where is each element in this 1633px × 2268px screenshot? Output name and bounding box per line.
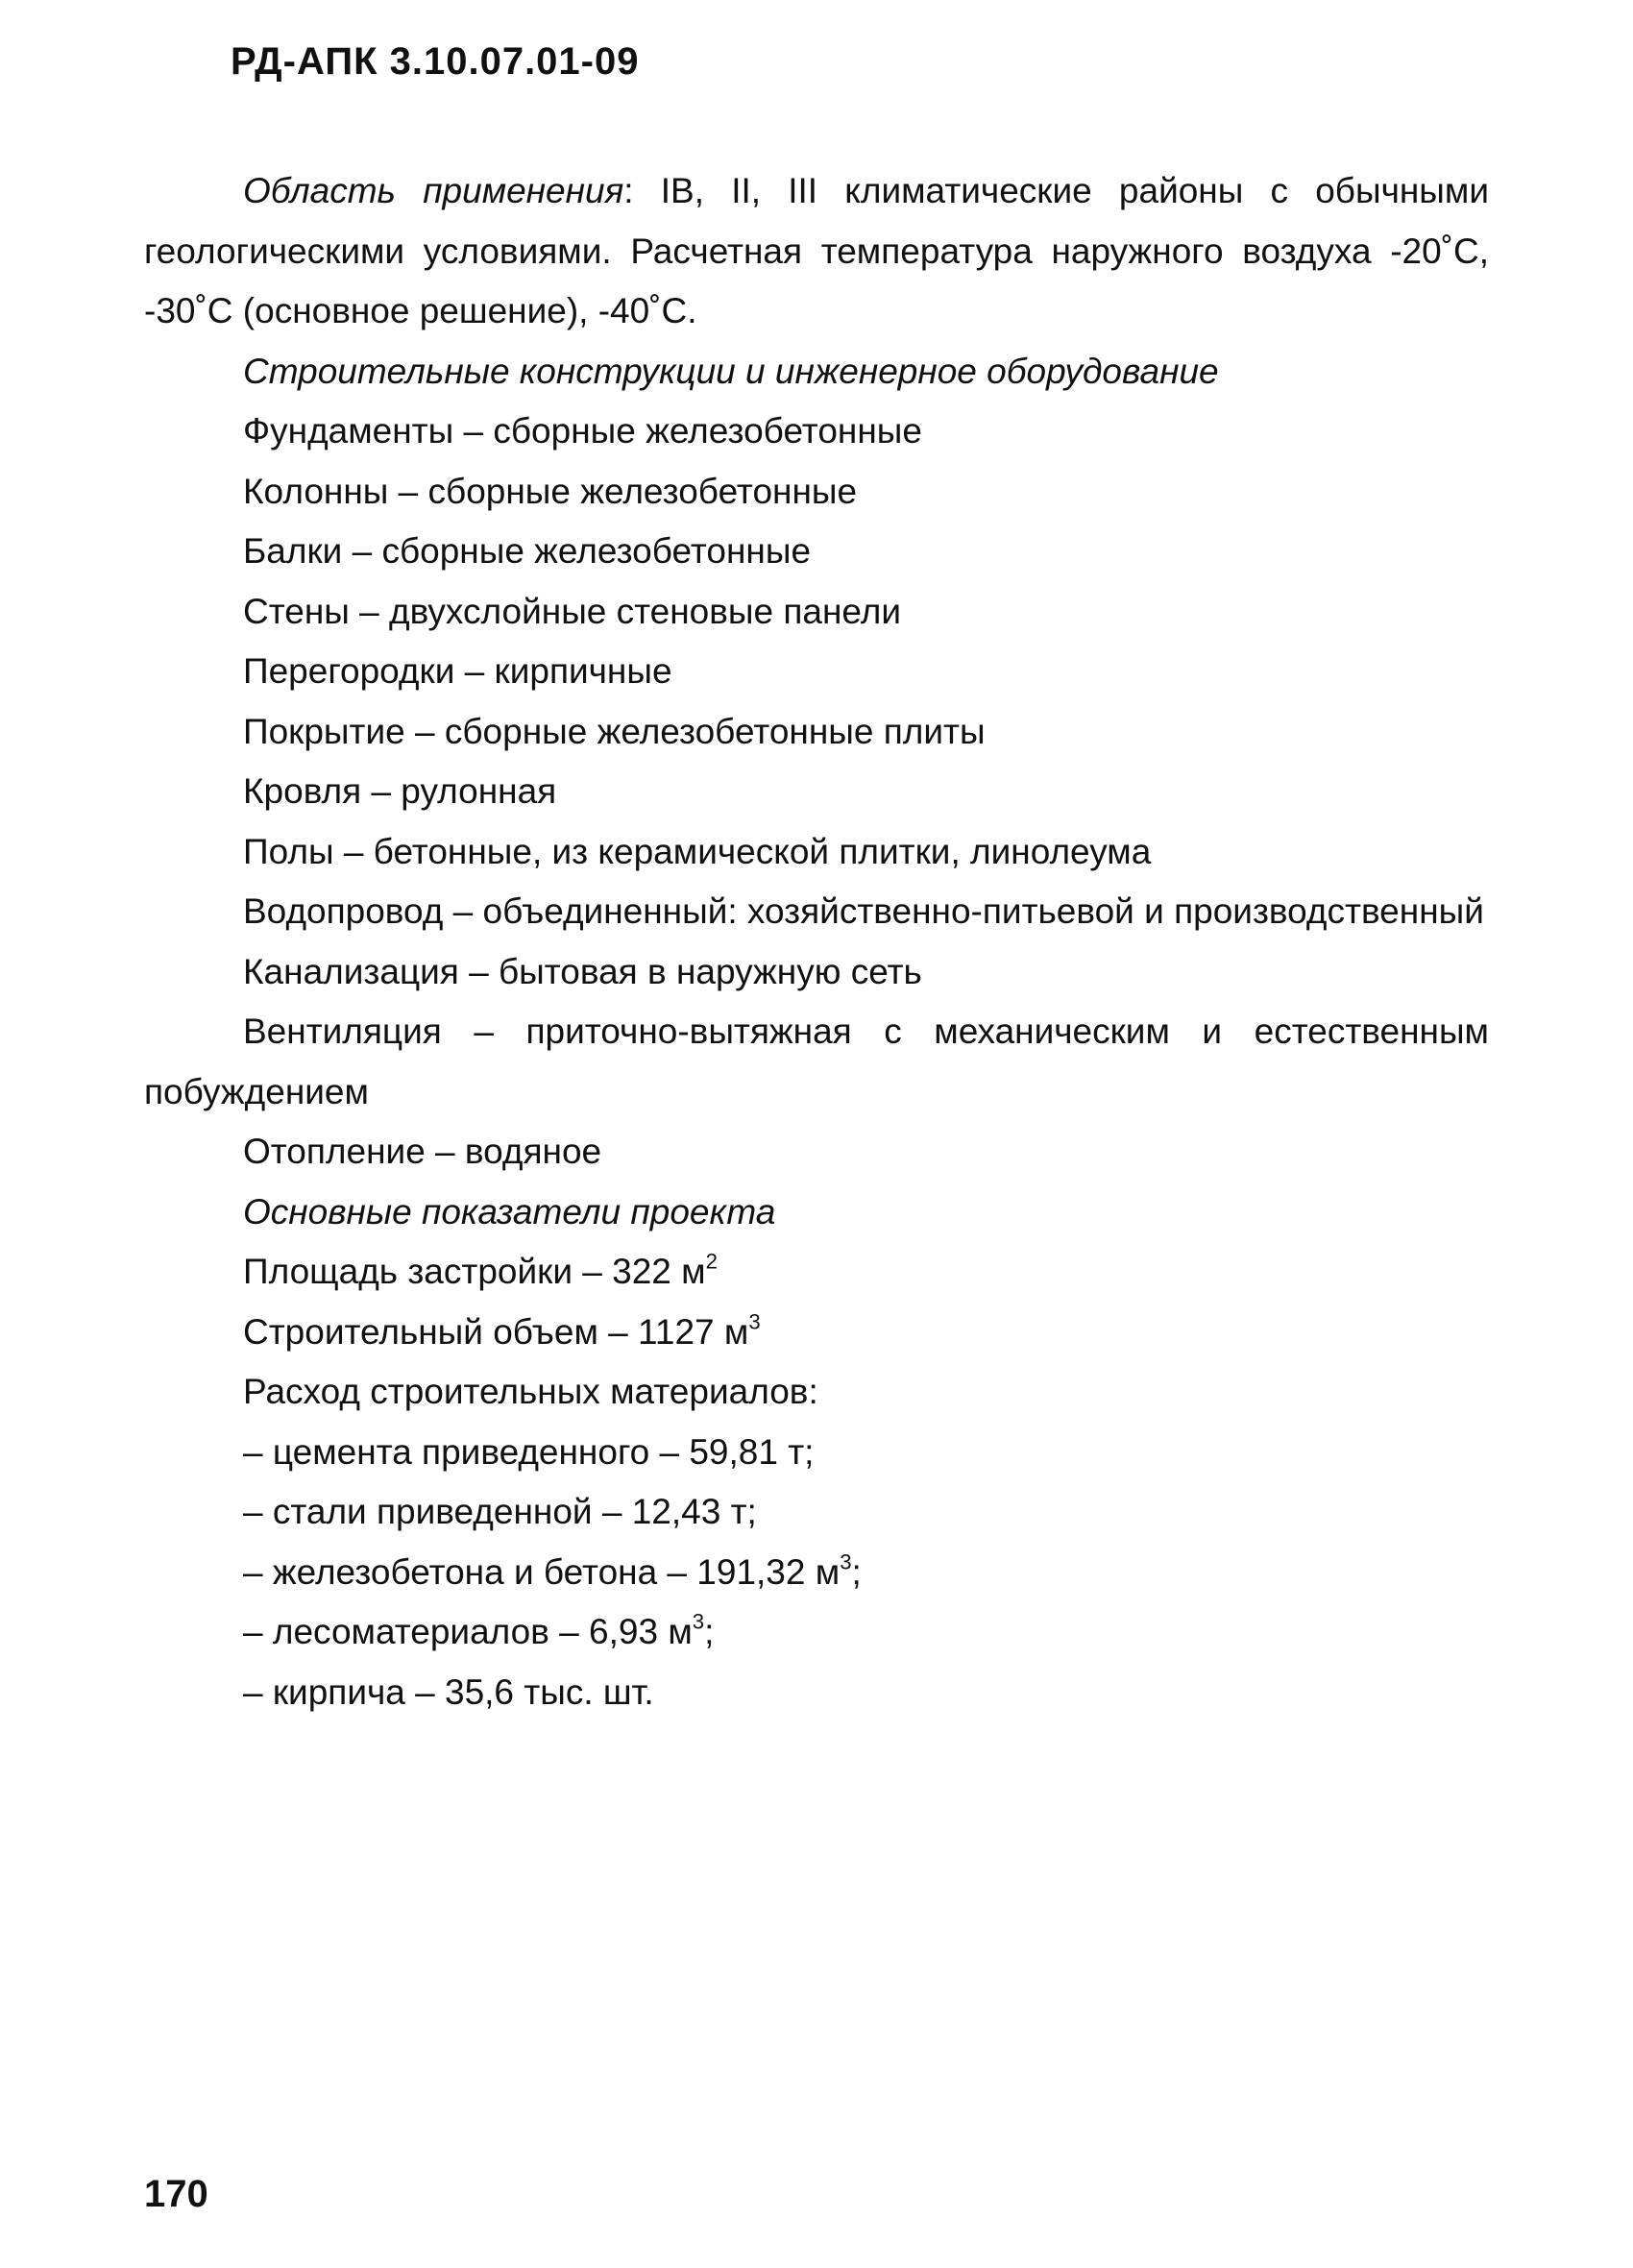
spec-line-floors: Полы – бетонные, из керамической плитки, линолеума (243, 831, 1152, 871)
material-item-cement (144, 1423, 1489, 1483)
spec-line-beams: Балки – сборные железобетонные (243, 531, 812, 571)
spec-line-sewerage: Канализация – бытовая в наружную сеть (243, 951, 922, 991)
indicator-building-volume (144, 1303, 1489, 1363)
spec-line-covering: Покрытие – сборные железобетонные плиты (243, 711, 986, 751)
material-item-punct: ; (704, 1612, 715, 1651)
spec-line-partitions: Перегородки – кирпичные (243, 651, 672, 691)
material-item-brick (144, 1663, 1489, 1723)
material-item-text: – железобетона и бетона – 191,32 м (243, 1551, 841, 1592)
spec-line-foundations: Фундаменты – сборные железобетонные (243, 411, 922, 451)
indicator-building-area (144, 1242, 1489, 1303)
section-heading-indicators: Основные показатели проекта (243, 1191, 776, 1232)
scope-paragraph (144, 161, 1489, 342)
material-item-text: – стали приведенной – 12,43 т; (243, 1492, 757, 1531)
unit-superscript: 3 (840, 1549, 852, 1573)
material-item-steel (144, 1482, 1489, 1543)
materials-intro: Расход строительных материалов: (243, 1372, 818, 1411)
spec-line-ventilation: Вентиляция – приточно-вытяжная с механическим и естественным побуждением (144, 1012, 1489, 1111)
document-body (144, 161, 1489, 1722)
spec-line-roofing: Кровля – рулонная (243, 771, 557, 811)
unit-superscript: 2 (705, 1249, 718, 1274)
document-code-header: РД-АПК 3.10.07.01-09 (231, 40, 640, 83)
scope-text: : IB, II, III климатические районы с обычными геологическими условиями. Расчетная температура наружного воздуха -20˚С, -30˚С (основное решение), -40˚С. (144, 171, 1489, 330)
material-item-punct: ; (851, 1551, 862, 1592)
spec-line-walls: Стены – двухслойные стеновые панели (243, 591, 902, 631)
unit-superscript: 3 (692, 1609, 705, 1634)
indicator-building-area-text: Площадь застройки – 322 м (243, 1252, 706, 1291)
scope-label: Область применения (243, 171, 624, 210)
material-item-text: – кирпича – 35,6 тыс. шт. (243, 1671, 654, 1712)
section-heading-constructions: Строительные конструкции и инженерное оборудование (243, 351, 1219, 391)
material-item-concrete (144, 1543, 1489, 1603)
unit-superscript: 3 (748, 1308, 761, 1333)
page-number: 170 (144, 2173, 208, 2215)
spec-line-columns: Колонны – сборные железобетонные (243, 471, 858, 511)
spec-line-water-supply: Водопровод – объединенный: хозяйственно-питьевой и производственный (243, 891, 1484, 931)
material-item-timber (144, 1602, 1489, 1663)
indicator-building-volume-text: Строительный объем – 1127 м (243, 1311, 749, 1352)
material-item-text: – лесоматериалов – 6,93 м (243, 1612, 693, 1651)
material-item-text: – цемента приведенного – 59,81 т; (243, 1431, 815, 1472)
spec-line-heating: Отопление – водяное (243, 1132, 602, 1171)
